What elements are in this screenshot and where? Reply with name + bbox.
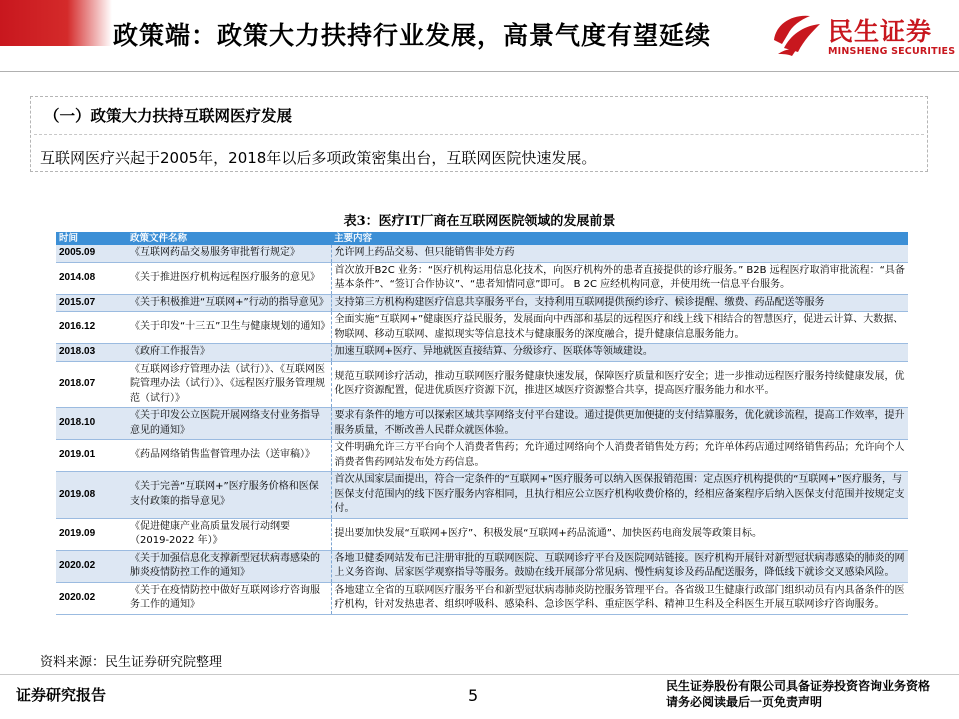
row-document: 《促进健康产业高质量发展行动纲要（2019-2022 年）》: [127, 518, 331, 550]
row-document: 《关于完善“互联网+”医疗服务价格和医保支付政策的指导意见》: [127, 472, 331, 519]
column-header-date: 时间: [56, 232, 127, 245]
row-date: 2005.09: [56, 245, 127, 262]
source-note: 资料来源：民生证券研究院整理: [40, 655, 223, 670]
row-date: 2018.03: [56, 344, 127, 362]
table-row: [56, 344, 908, 362]
row-date: 2015.07: [56, 294, 127, 312]
section-divider: [34, 134, 924, 135]
row-content: 规范互联网诊疗活动，推动互联网医疗服务健康快速发展，保障医疗质量和医疗安全；进一步推动远程医疗服务持续健康发展，优化医疗资源配置，促进优质医疗资源下沉，推进区域医疗资源整合共享，提高医疗服务能力和水平。: [331, 361, 908, 408]
row-date: 2019.09: [56, 518, 127, 550]
page-number: 5: [468, 686, 479, 705]
header-divider: [0, 71, 959, 72]
table-row: [56, 550, 908, 582]
footer-disclaimer: [666, 678, 930, 710]
policy-table: [56, 232, 908, 615]
row-document: 《关于在疫情防控中做好互联网诊疗咨询服务工作的通知》: [127, 582, 331, 614]
footer-divider: [0, 674, 959, 675]
row-date: 2019.08: [56, 472, 127, 519]
row-date: 2016.12: [56, 312, 127, 344]
table-row: [56, 262, 908, 294]
table-row: [56, 440, 908, 472]
table-caption: 表3：医疗IT厂商在互联网医院领域的发展前景: [343, 214, 616, 229]
row-document: 《关于加强信息化支撑新型冠状病毒感染的肺炎疫情防控工作的通知》: [127, 550, 331, 582]
column-header-content: 主要内容: [331, 232, 908, 245]
row-content: 支持第三方机构构建医疗信息共享服务平台，支持利用互联网提供预约诊疗、候诊提醒、缴费、药品配送等服务: [331, 294, 908, 312]
brand-name-cn: 民生证券: [828, 17, 933, 46]
row-document: 《关于积极推进“互联网+”行动的指导意见》: [127, 294, 331, 312]
page-title: 政策端：政策大力扶持行业发展，高景气度有望延续: [113, 21, 712, 50]
row-content: 提出要加快发展“互联网+医疗”、积极发展“互联网+药品流通”、加快医药电商发展等政策目标。: [331, 518, 908, 550]
footer-qualification: 民生证券股份有限公司具备证券投资咨询业务资格: [666, 679, 931, 693]
row-document: 《互联网药品交易服务审批暂行规定》: [127, 245, 331, 262]
section-heading: （一）政策大力扶持互联网医疗发展: [44, 107, 293, 125]
row-document: 《政府工作报告》: [127, 344, 331, 362]
row-content: 各地建立全省的互联网医疗服务平台和新型冠状病毒肺炎防控服务管理平台。各省级卫生健康行政部门组织动员有内具备条件的医疗机构，针对发热患者、组织呼吸科、感染科、急诊医学科、重症医学科、精神卫生科及全科医生开展互联网诊疗咨询服务。: [331, 582, 908, 614]
table-row: [56, 294, 908, 312]
row-date: 2019.01: [56, 440, 127, 472]
row-content: 各地卫健委网站发布已注册审批的互联网医院、互联网诊疗平台及医院网站链接。医疗机构开展针对新型冠状病毒感染的肺炎的网上义务咨询、居家医学观察指导等服务。鼓励在线开展部分常见病、慢性病复诊及药品配送服务，降低线下就诊交叉感染风险。: [331, 550, 908, 582]
row-content: 加速互联网+医疗、异地就医直接结算、分级诊疗、医联体等领域建设。: [331, 344, 908, 362]
table-row: [56, 518, 908, 550]
row-content: 全面实施“互联网+”健康医疗益民服务，发展面向中西部和基层的远程医疗和线上线下相结合的智慧医疗，促进云计算、大数据、物联网、移动互联网、虚拟现实等信息技术与健康服务的深度融合，提升健康信息服务能力。: [331, 312, 908, 344]
row-content: 允许网上药品交易、但只能销售非处方药: [331, 245, 908, 262]
table-row: [56, 408, 908, 440]
row-document: 《互联网诊疗管理办法（试行）》、《互联网医院管理办法（试行）》、《远程医疗服务管理规范（试行）》: [127, 361, 331, 408]
brand-logo: [770, 8, 955, 66]
table-row: [56, 361, 908, 408]
row-content: 要求有条件的地方可以探索区域共享网络支付平台建设。通过提供更加便捷的支付结算服务，优化就诊流程，提高工作效率，提升服务质量，不断改善人民群众就医体验。: [331, 408, 908, 440]
table-row: [56, 582, 908, 614]
minsheng-logo-icon: [770, 10, 824, 60]
footer-disclaimer-note: 请务必阅读最后一页免责声明: [666, 695, 823, 709]
row-date: 2018.10: [56, 408, 127, 440]
footer-report-label: 证券研究报告: [16, 686, 107, 704]
section-summary: 互联网医疗兴起于2005年，2018年以后多项政策密集出台，互联网医院快速发展。: [40, 149, 597, 167]
brand-name-en: MINSHENG SECURITIES: [828, 46, 956, 57]
table-row: [56, 245, 908, 262]
row-document: 《关于推进医疗机构远程医疗服务的意见》: [127, 262, 331, 294]
table-row: [56, 312, 908, 344]
row-date: 2020.02: [56, 582, 127, 614]
table-header-row: [56, 232, 908, 245]
header-accent-bar: [0, 0, 112, 46]
row-date: 2020.02: [56, 550, 127, 582]
row-content: 首次放开B2C 业务：“医疗机构运用信息化技术，向医疗机构外的患者直接提供的诊疗服务。” B2B 远程医疗取消审批流程：“具备基本条件”、“签订合作协议”、“患者知情同意”即可。 B 2C 应经机构同意，并使用统一信息平台服务。: [331, 262, 908, 294]
row-document: 《关于印发公立医院开展网络支付业务指导意见的通知》: [127, 408, 331, 440]
column-header-document: 政策文件名称: [127, 232, 331, 245]
row-content: 文件明确允许三方平台向个人消费者售药；允许通过网络向个人消费者销售处方药；允许单体药店通过网络销售药品；允许向个人消费者售药网站发布处方药信息。: [331, 440, 908, 472]
row-document: 《药品网络销售监督管理办法（送审稿）》: [127, 440, 331, 472]
table-row: [56, 472, 908, 519]
row-document: 《关于印发“十三五”卫生与健康规划的通知》: [127, 312, 331, 344]
row-date: 2014.08: [56, 262, 127, 294]
row-date: 2018.07: [56, 361, 127, 408]
row-content: 首次从国家层面提出，符合一定条件的“互联网+”医疗服务可以纳入医保报销范围：定点医疗机构提供的“互联网+”医疗服务，与医保支付范围内的线下医疗服务内容相同，且执行相应公立医疗机构收费价格的，经相应备案程序后纳入医保支付范围并按规定支付。: [331, 472, 908, 519]
